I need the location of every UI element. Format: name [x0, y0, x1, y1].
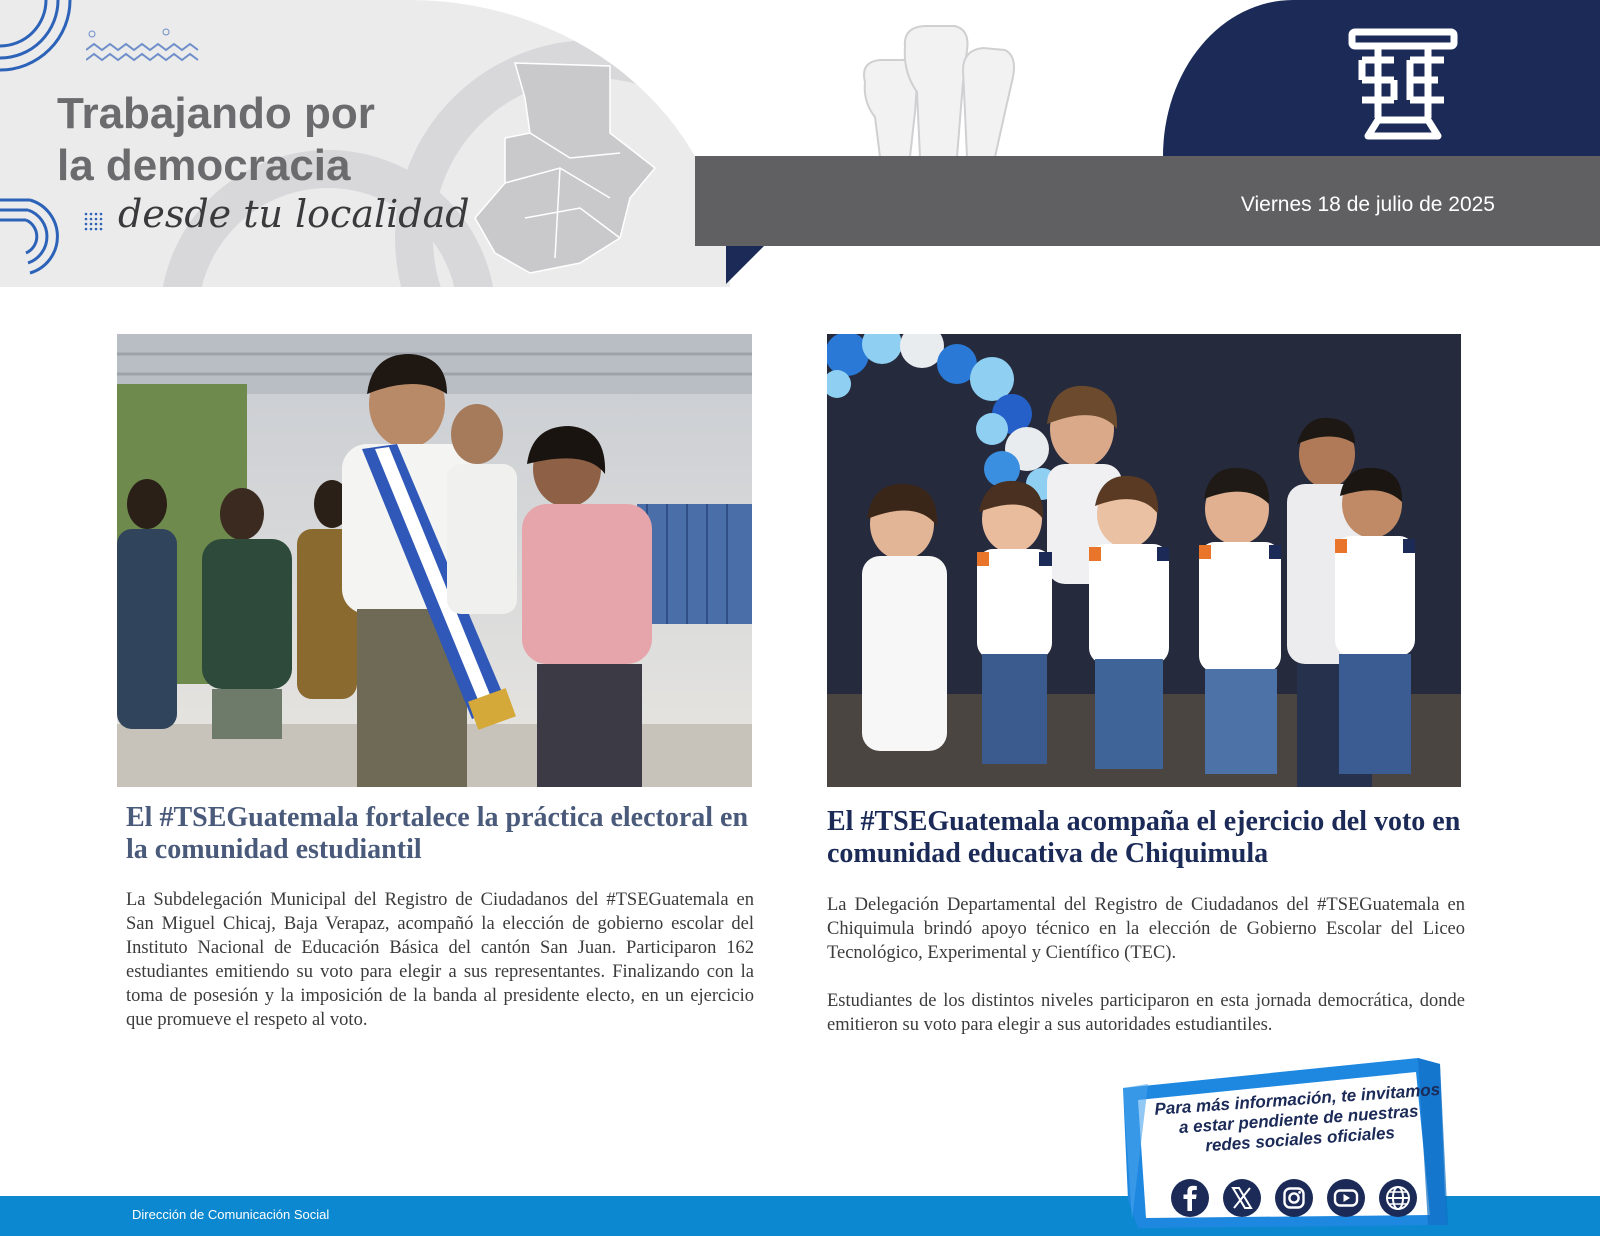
publication-date: Viernes 18 de julio de 2025 [1240, 193, 1495, 216]
decor-zigzag-icon [86, 28, 216, 68]
slogan-line-2: la democracia [57, 141, 351, 190]
article-2-body-p1: La Delegación Departamental del Registro de Ciudadanos del #TSEGuatemala en Chiquimula brindó apoyo técnico en la elección de Gobierno Escolar del Liceo Tecnológico, Experimental y Científico (TEC). [827, 895, 1465, 963]
decor-dots-icon [84, 212, 104, 232]
article-2-body-p2: Estudiantes de los distintos niveles participaron en esta jornada democrática, donde emitieron su voto para elegir a sus autoridades estudiantiles. [827, 991, 1465, 1035]
article-2-title: El #TSEGuatemala acompaña el ejercicio del voto en comunidad educativa de Chiquimula [827, 806, 1461, 869]
youtube-icon[interactable] [1326, 1178, 1366, 1218]
article-1-body: La Subdelegación Municipal del Registro de Ciudadanos del #TSEGuatemala en San Miguel Chicaj, Baja Verapaz, acompañó la elección de gobierno escolar del Instituto Nacional de Educación Básica del cantón San Juan. Participaron 162 estudiantes emitiendo su voto para elegir a sus representantes. Finalizando con la toma de posesión y la imposición de la banda al presidente electo, en un ejercicio que promueve el respeto al voto. [126, 890, 754, 1030]
footer-department: Dirección de Comunicación Social [132, 1207, 330, 1222]
tse-logo-icon [1348, 28, 1458, 143]
article-2-photo [827, 334, 1461, 787]
instagram-icon[interactable] [1274, 1178, 1314, 1218]
slogan-line-3: desde tu localidad [118, 192, 470, 236]
slogan-line-1: Trabajando por [57, 89, 375, 138]
web-icon[interactable] [1378, 1178, 1418, 1218]
raised-fists-icon [845, 22, 1025, 157]
social-icons [1170, 1178, 1418, 1218]
guatemala-map-icon [470, 58, 670, 287]
article-1-title: El #TSEGuatemala fortalece la práctica electoral en la comunidad estudiantil [126, 802, 749, 865]
x-icon[interactable] [1222, 1178, 1262, 1218]
facebook-icon[interactable] [1170, 1178, 1210, 1218]
decor-arcs-icon [0, 195, 75, 275]
header-accent [726, 246, 764, 284]
article-1-photo [117, 334, 752, 787]
social-invite-text: Para más información, te invitamos a estar pendiente de nuestras redes sociales oficiales [1153, 1079, 1441, 1156]
decor-lines-icon [0, 0, 80, 80]
